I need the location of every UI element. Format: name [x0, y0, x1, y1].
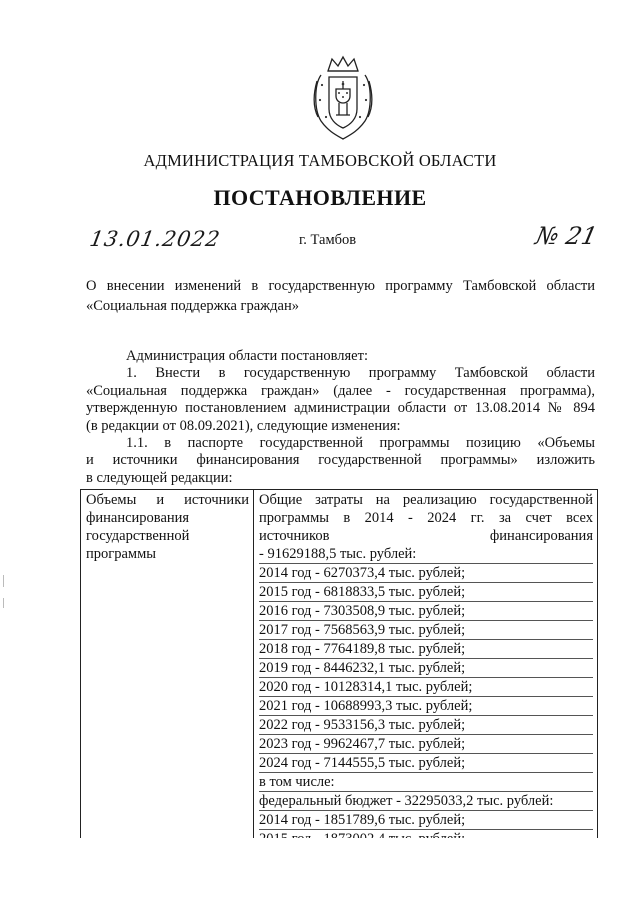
subject-line: О внесении изменений в государственную программу Тамбовской области [86, 278, 595, 294]
cell-line: федеральный бюджет - 32295033,2 тыс. рублей: [259, 792, 593, 811]
paragraph-line: «Социальная поддержка граждан» (далее - государственная программа), [86, 382, 595, 399]
table-cell-position [81, 490, 254, 871]
list-item: 2024 год - 7144555,5 тыс. рублей; [259, 754, 593, 773]
handwritten-document-number: № 21 [533, 222, 600, 250]
table-cell-content [254, 490, 598, 871]
list-item: 2017 год - 7568563,9 тыс. рублей; [259, 621, 593, 640]
cell-line: государственной [86, 528, 190, 544]
page-bottom-margin [0, 838, 640, 905]
list-item: 2018 год - 7764189,8 тыс. рублей; [259, 640, 593, 659]
list-item: 2019 год - 8446232,1 тыс. рублей; [259, 659, 593, 678]
funding-table [80, 489, 598, 871]
subject-line: «Социальная поддержка граждан» [86, 298, 300, 314]
cell-line: в том числе: [259, 773, 593, 792]
cell-line: Объемы и источники [86, 492, 249, 508]
tambov-coat-of-arms-icon [312, 55, 374, 141]
cell-line: - 91629188,5 тыс. рублей: [259, 545, 593, 564]
intro-paragraph: Администрация области постановляет: [126, 348, 368, 364]
list-item: 2014 год - 1851789,6 тыс. рублей; [259, 811, 593, 830]
cell-line: программы [86, 546, 156, 562]
cell-line: финансирования [86, 510, 190, 526]
paragraph-line: утвержденную постановлением администрации области от 13.08.2014 № 894 [86, 400, 595, 417]
list-item: 2015 год - 6818833,5 тыс. рублей; [259, 583, 593, 602]
margin-mark [3, 598, 4, 608]
list-item: 2021 год - 10688993,3 тыс. рублей; [259, 697, 593, 716]
list-item: 2016 год - 7303508,9 тыс. рублей; [259, 602, 593, 621]
list-item: 2023 год - 9962467,7 тыс. рублей; [259, 735, 593, 754]
paragraph-line: 1.1. в паспорте государственной программы позицию «Объемы [126, 435, 595, 452]
paragraph-line: и источники финансирования государственной программы» изложить [86, 452, 595, 469]
document-body [86, 348, 595, 487]
cell-line: источников финансирования [259, 528, 593, 544]
margin-mark [3, 575, 4, 587]
list-item: 2014 год - 6270373,4 тыс. рублей; [259, 564, 593, 583]
cell-line: программы в 2014 - 2024 гг. за счет всех [259, 510, 593, 526]
city-label: г. Тамбов [299, 232, 357, 248]
cell-line: Общие затраты на реализацию государственной [259, 492, 593, 508]
document-type-title: ПОСТАНОВЛЕНИЕ [213, 185, 427, 210]
organization-name: АДМИНИСТРАЦИЯ ТАМБОВСКОЙ ОБЛАСТИ [143, 151, 497, 170]
paragraph-line: (в редакции от 08.09.2021), следующие изменения: [86, 417, 401, 434]
list-item: 2022 год - 9533156,3 тыс. рублей; [259, 716, 593, 735]
list-item: 2020 год - 10128314,1 тыс. рублей; [259, 678, 593, 697]
document-subject [86, 276, 595, 316]
paragraph-line: в следующей редакции: [86, 469, 233, 486]
paragraph-line: 1. Внести в государственную программу Тамбовской области [126, 365, 595, 382]
table-row [81, 490, 598, 871]
handwritten-date: 13.01.2022 [87, 227, 223, 251]
